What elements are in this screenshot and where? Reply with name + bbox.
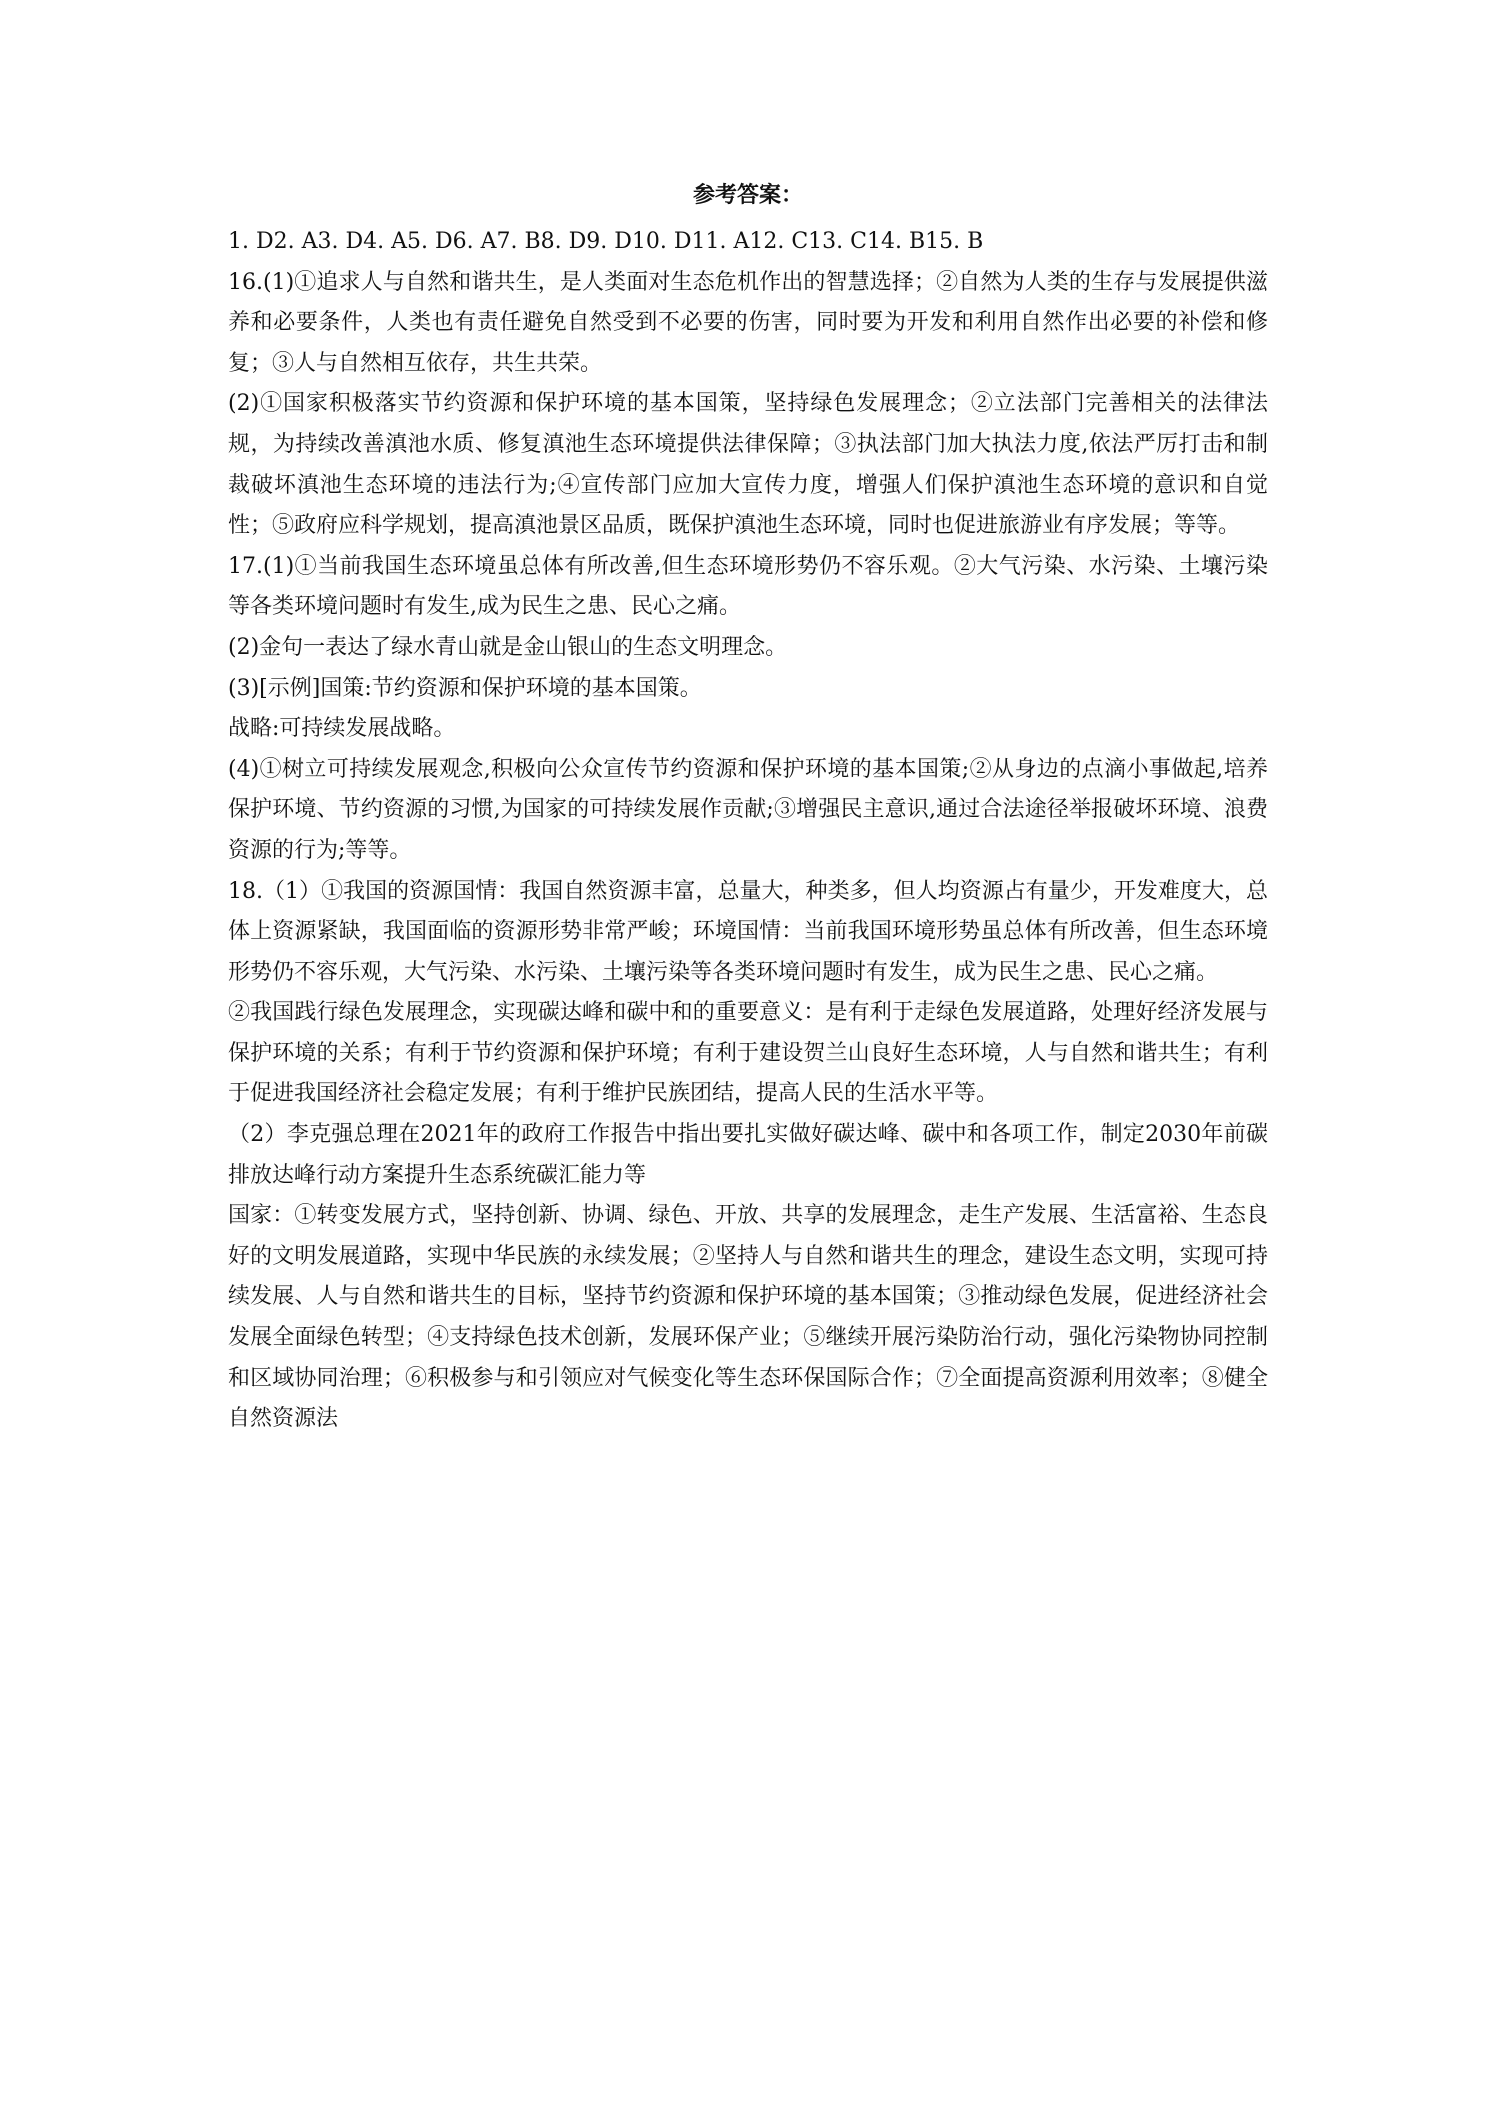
answer-18-part-1-significance: ②我国践行绿色发展理念，实现碳达峰和碳中和的重要意义：是有利于走绿色发展道路，处理好经济发展与保护环境的关系；有利于节约资源和保护环境；有利于建设贺兰山良好生态环境，人与自然和谐共生；有利于促进我国经济社会稳定发展；有利于维护民族团结，提高人民的生活水平等。 [228, 1000, 1268, 1107]
answer-17-part-2: (2)金句一表达了绿水青山就是金山银山的生态文明理念。 [228, 634, 788, 660]
answer-17-part-3-strategy: 战略:可持续发展战略。 [228, 716, 456, 742]
answer-16-part-1: 16.(1)①追求人与自然和谐共生，是人类面对生态危机作出的智慧选择；②自然为人类的生存与发展提供滋养和必要条件，人类也有责任避免自然受到不必要的伤害，同时要为开发和利用自然作出必要的补偿和修复；③人与自然相互依存，共生共荣。 [228, 269, 1268, 376]
answer-17-part-3: (3)[示例]国策:节约资源和保护环境的基本国策。 [228, 675, 702, 701]
answer-17-part-1: 17.(1)①当前我国生态环境虽总体有所改善,但生态环境形势仍不容乐观。②大气污染、水污染、土壤污染等各类环境问题时有发生,成为民生之患、民心之痛。 [228, 553, 1268, 620]
answer-16-part-2: (2)①国家积极落实节约资源和保护环境的基本国策，坚持绿色发展理念；②立法部门完善相关的法律法规，为持续改善滇池水质、修复滇池生态环境提供法律保障；③执法部门加大执法力度,依法严厉打击和制裁破坏滇池生态环境的违法行为;④宣传部门应加大宣传力度，增强人们保护滇池生态环境的意识和自觉性；⑤政府应科学规划，提高滇池景区品质，既保护滇池生态环境，同时也促进旅游业有序发展；等等。 [228, 391, 1268, 539]
document-title: 参考答案： [692, 183, 803, 208]
document-page [228, 178, 1268, 1440]
answer-line-choice: 1. D2. A3. D4. A5. D6. A7. B8. D9. D10. D11. A12. C13. C14. B15. B [228, 229, 984, 254]
answer-18-part-2: （2）李克强总理在2021年的政府工作报告中指出要扎实做好碳达峰、碳中和各项工作，制定2030年前碳排放达峰行动方案提升生态系统碳汇能力等 [228, 1122, 1268, 1188]
answer-18-part-2-country: 国家：①转变发展方式，坚持创新、协调、绿色、开放、共享的发展理念，走生产发展、生活富裕、生态良好的文明发展道路，实现中华民族的永续发展；②坚持人与自然和谐共生的理念，建设生态文明，实现可持续发展、人与自然和谐共生的目标，坚持节约资源和保护环境的基本国策；③推动绿色发展，促进经济社会发展全面绿色转型；④支持绿色技术创新，发展环保产业；⑤继续开展污染防治行动，强化污染物协同控制和区域协同治理；⑥积极参与和引领应对气候变化等生态环保国际合作；⑦全面提高资源利用效率；⑧健全自然资源法 [228, 1203, 1268, 1432]
answer-17-part-4: (4)①树立可持续发展观念,积极向公众宣传节约资源和保护环境的基本国策;②从身边的点滴小事做起,培养保护环境、节约资源的习惯,为国家的可持续发展作贡献;③增强民主意识,通过合法途径举报破坏环境、浪费资源的行为;等等。 [228, 756, 1268, 863]
answer-18-part-1: 18.（1）①我国的资源国情：我国自然资源丰富，总量大，种类多，但人均资源占有量少，开发难度大，总体上资源紧缺，我国面临的资源形势非常严峻；环境国情：当前我国环境形势虽总体有所改善，但生态环境形势仍不容乐观，大气污染、水污染、土壤污染等各类环境问题时有发生，成为民生之患、民心之痛。 [228, 878, 1268, 985]
